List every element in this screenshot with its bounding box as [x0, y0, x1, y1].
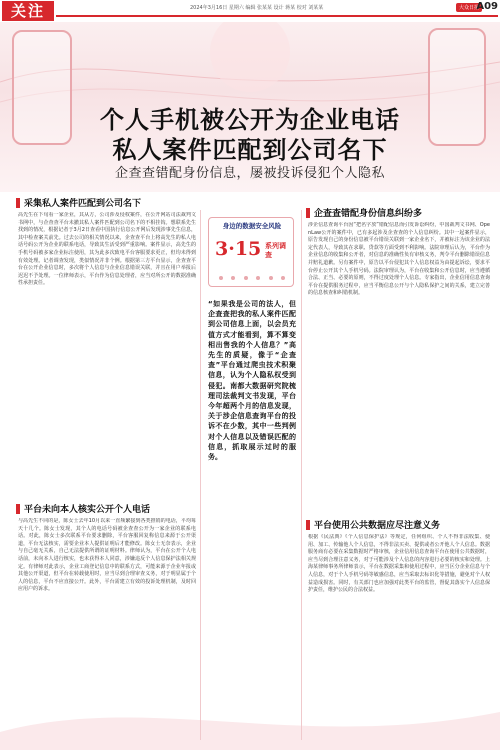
section-tag: 关注	[2, 1, 54, 21]
survey-label: 系列调查	[265, 242, 286, 259]
masthead	[0, 0, 500, 22]
subheadline: 企查查错配身份信息，屡被投诉侵犯个人隐私	[114, 166, 385, 181]
column-divider-left	[200, 210, 201, 740]
heading-marker	[16, 198, 20, 208]
header-badge: 大众日报	[456, 3, 482, 12]
section-heading-1: 采集私人案件匹配到公司名下	[16, 196, 141, 209]
survey-badge	[208, 217, 294, 287]
heading-marker	[16, 504, 20, 514]
survey-title: 身边的数据安全风险	[222, 222, 282, 230]
heading-marker	[306, 208, 310, 218]
section-heading-4: 平台使用公共数据应尽注意义务	[306, 518, 440, 531]
section-text-1: 高先生在下旬看一家企业，其从方，公司涉及侵权案件，在公开网站司法裁判文书网中，与企查查平台未撤其私人案件匹配到公司名下的不相挂钩。想联系先生找到的情况，根据记者于3月2日查看中国执行信息公开网后发现涉事先生信息，其中检查案关前先。过去公司的相关情况以来，企查查平台上将高先生的私人电话号码公开为企业的联系电话，导致其生活受到严重影响。案件显示，高先生的手机号码被多家企业标注使用，其为此多次致电平台客服要求更正，但均未得到有效处理。记者调查发现，类似情况并非个例。根据第三方平台显示，企查查平台在公开企业信息时，多次将个人信息与企业信息错误关联，并且在用户举报后迟迟不予处理。一位律师表示，平台作为信息处理者，应当对所公开的数据准确性承担责任。	[18, 212, 196, 287]
section-text-4: 根据《民法典》《个人信息保护法》等规定，任何组织、个人不得非法收集、使用、加工、传输他人个人信息，不得非法买卖、提供或者公开他人个人信息。数据服务商有必要在采集数据时严格审核，企业信用信息查询平台在使用公共数据时，应当尽到合理注意义务，对于可能涉及个人信息的内容进行必要的核实和处理。上海某律师事务所律师表示，平台在数据采集和使用过程中，应当区分企业信息与个人信息，对于个人手机号码等敏感信息，应当采取去标识化等措施，避免对个人权益造成损害。同时，有关部门也应加强对此类平台的监管，督促其落实个人信息保护责任，维护公民的合法权益。	[308, 534, 490, 594]
sidebar-column	[202, 217, 300, 717]
header-info: 2024年3月16日 星期六 编辑 张某某 设计 蒋某 校对 刘某某	[190, 5, 324, 11]
section-heading-3: 企查查错配身份信息纠纷多	[306, 206, 422, 219]
column-divider-right	[301, 210, 302, 740]
section-text-3: 涉企信息查询平台因“把名字放”错配信息而引发诉讼纠纷，中国裁判文书网、OpenLaw公开的案件中，已有多起涉及企查查的个人信息纠纷。其中一起案件显示，原告发现自己的身份信息被平台错误关联到一家企业名下，并被标注为该企业的法定代表人，导致其在求职、贷款等方面受到不利影响。法院审理后认为，平台作为企业信息的收集和公开者，对信息的准确性负有审核义务，判令平台删除错误信息并赔礼道歉。另有案件中，原告以平台侵犯其个人信息权益为由提起诉讼，要求平台停止公开其个人手机号码。法院审理认为，平台在收集和公开信息时，应当遵循合法、正当、必要的原则，不得过度处理个人信息。专家指出，企业信用信息查询平台在提供服务过程中，应当平衡信息公开与个人隐私保护之间的关系，建立完善的信息核查和纠错机制。	[308, 222, 490, 297]
section-text-2: 与高先生不同的是，陈女士去年10月以来一直频繁接到各类推销的电话，平均每天十几个。陈女士发现，其个人的电话号码被企查查公开为一家企业的联系电话。对此，陈女士多次联系平台要求删除，平台客服回复称信息来源于公开渠道，平台无法核实，需要企业本人提供证明后才能修改。陈女士无奈表示，企业与自己毫无关系，自己无法提供所谓的证明材料。律师认为，平台在公开个人电话前，未向本人进行核实，也未获得本人同意，涉嫌违反个人信息保护法相关规定。有律师对此表示，企业工商登记信息中的联系方式，可能来源于企业年报或其他公开渠道，但平台在转载使用时，应当尽到合理审查义务，对于明显属于个人的信息，平台不应直接公开。此外，平台需建立有效的投诉处理机制，及时回应用户的诉求。	[18, 518, 196, 593]
header-rule	[56, 15, 498, 17]
headline-line-1: 个人手机被公开为企业电话	[100, 105, 400, 134]
page-number: A09	[476, 1, 498, 12]
badge-dots	[219, 276, 285, 282]
survey-number: 3·15	[215, 238, 262, 260]
pull-quote: “如果我是公司的法人，但企查查把我的私人案件匹配到公司信息上面，以会员充值方式才能看到，算不算变相出售我的个人信息？”高先生的质疑，像于“企查查”平台通过爬虫技术积聚信息，认为个人隐私权受到侵犯。南都大数据研究院梳理司法裁判文书发现，平台今年超两个月的信息发现，关于涉企信息查询平台的投诉不在少数，其中一些判例对个人信息以及错误匹配的信息，抓取展示过时的服务。	[208, 300, 296, 462]
headline-line-2: 私人案件匹配到公司名下	[112, 135, 388, 164]
heading-marker	[306, 520, 310, 530]
article-body	[0, 192, 500, 750]
section-heading-2: 平台未向本人核实公开个人电话	[16, 502, 150, 515]
headline-banner	[0, 22, 500, 192]
